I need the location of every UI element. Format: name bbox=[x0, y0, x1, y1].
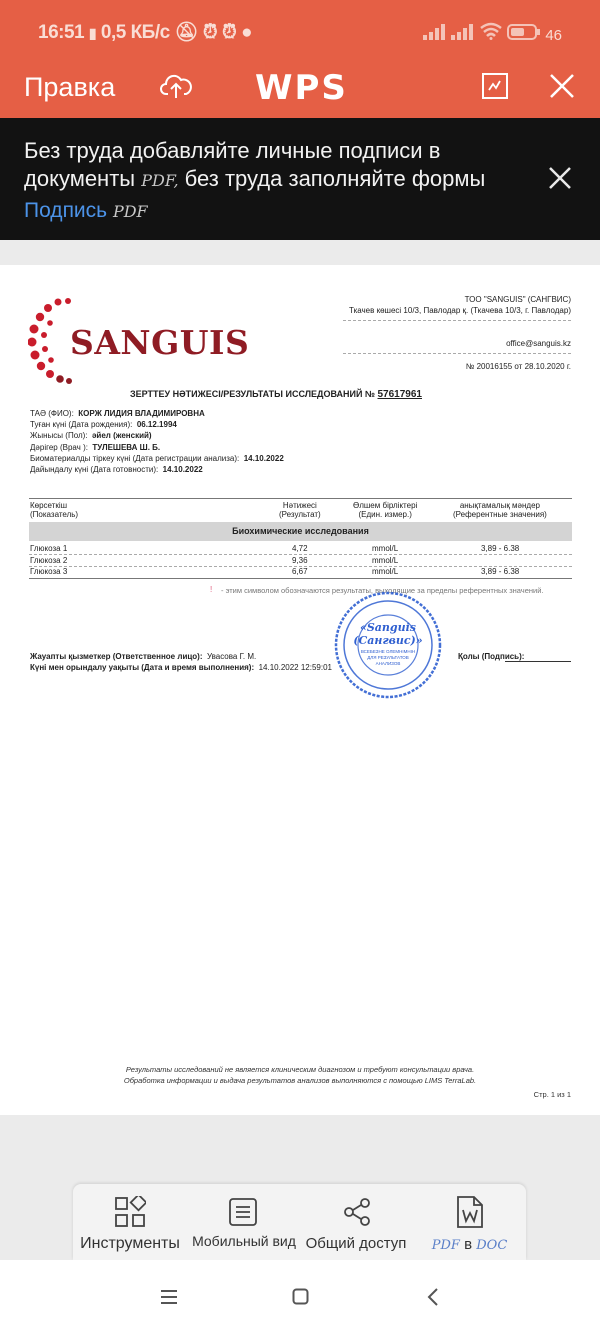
th-kz: анықтамалық мәндер bbox=[459, 501, 540, 510]
signature-label: Қолы (Подпись): bbox=[458, 652, 525, 661]
status-right bbox=[423, 22, 562, 44]
signal-icon-2 bbox=[451, 24, 475, 40]
section-header bbox=[29, 522, 572, 541]
row-unit: mmol/L bbox=[372, 556, 399, 565]
company-name: ТОО "SANGUIS" (САНГВИС) bbox=[464, 295, 571, 304]
patient-label: Жынысы (Пол): bbox=[30, 431, 88, 440]
patient-label: ТАӘ (ФИО): bbox=[30, 409, 74, 418]
row-result: 9,36 bbox=[292, 556, 308, 565]
stamp-line-2: (Сангвис)» bbox=[353, 634, 423, 647]
stamp-line-1: «Sanguis bbox=[359, 621, 416, 634]
datetime-row bbox=[30, 663, 332, 672]
convert-mid: в bbox=[464, 1236, 473, 1253]
table-header-unit bbox=[353, 501, 417, 519]
table-bottom-rule bbox=[29, 578, 572, 579]
signature-line bbox=[505, 661, 571, 662]
section-title: Биохимические исследования bbox=[232, 526, 369, 536]
system-nav-bar bbox=[0, 1260, 600, 1332]
sanguis-logo-text: SANGUIS bbox=[70, 323, 250, 362]
tools-icon bbox=[114, 1196, 146, 1228]
bell-off-icon: 🔕︎ bbox=[174, 22, 199, 43]
mobile-view-icon bbox=[227, 1196, 259, 1228]
promo-banner bbox=[0, 118, 600, 240]
th-ru: (Показатель) bbox=[30, 510, 79, 519]
stamp-line-5: АНАЛИЗОВ bbox=[375, 661, 401, 666]
row-result: 4,72 bbox=[292, 544, 308, 553]
mobile-view-label: Мобильный вид bbox=[192, 1233, 296, 1249]
status-bar bbox=[0, 0, 600, 62]
cloud-upload-icon[interactable] bbox=[160, 72, 192, 100]
row-name: Глюкоза 2 bbox=[30, 556, 68, 565]
patient-value: 14.10.2022 bbox=[162, 465, 203, 474]
close-icon[interactable] bbox=[549, 73, 575, 99]
bottom-toolbar bbox=[73, 1184, 526, 1260]
alarm-icon: ⏰︎ bbox=[202, 22, 218, 43]
tools-button[interactable] bbox=[73, 1184, 187, 1260]
company-address: Ткачев көшесі 10/3, Павлодар қ. (Ткачева 10/3, г. Павлодар) bbox=[349, 306, 571, 315]
document-title-text: ЗЕРТТЕУ НӘТИЖЕСІ/РЕЗУЛЬТАТЫ ИССЛЕДОВАНИЙ № bbox=[130, 389, 375, 399]
disclaimer-line-1: Результаты исследований не является клиническим диагнозом и требуют консультации врача. bbox=[125, 1065, 475, 1074]
screen-view-icon[interactable] bbox=[481, 72, 509, 100]
responsible-label: Жауапты қызметкер (Ответственное лицо): bbox=[30, 652, 203, 661]
th-ru: (Един. измер.) bbox=[358, 510, 412, 519]
th-kz: Көрсеткіш bbox=[30, 501, 68, 510]
company-email: office@sanguis.kz bbox=[506, 339, 571, 348]
th-ru: (Референтные значения) bbox=[453, 510, 547, 519]
table-header-name bbox=[30, 501, 78, 519]
home-icon[interactable] bbox=[292, 1288, 309, 1305]
status-speed: 0,5 КБ/с bbox=[100, 22, 170, 43]
datetime-label: Күні мен орындалу уақыты (Дата и время выполнения): bbox=[30, 663, 255, 672]
footnote-mark: ! bbox=[210, 585, 213, 594]
pdf-mark: PDF, bbox=[141, 171, 179, 190]
patient-row bbox=[30, 465, 203, 474]
patient-label: Дайындалу күні (Дата готовности): bbox=[30, 465, 159, 474]
share-button[interactable] bbox=[301, 1184, 411, 1260]
disclaimer-line-2: Обработка информации и выдача результатов анализов выполняются с помощью LIMS TerraLab. bbox=[123, 1076, 477, 1085]
th-kz: Нәтижесі bbox=[282, 501, 317, 510]
patient-value: КОРЖ ЛИДИЯ ВЛАДИМИРОВНА bbox=[78, 409, 205, 418]
signature-link[interactable] bbox=[24, 199, 148, 223]
responsible-value: Увасова Г. М. bbox=[206, 652, 257, 661]
patient-row bbox=[30, 443, 160, 452]
mobile-view-button[interactable] bbox=[189, 1184, 299, 1260]
page-number: Стр. 1 из 1 bbox=[533, 1090, 571, 1099]
status-time: 16:51 bbox=[38, 22, 85, 43]
status-left bbox=[38, 20, 252, 44]
share-icon bbox=[341, 1196, 373, 1228]
license-number: № 20016155 от 28.10.2020 г. bbox=[465, 362, 571, 371]
pdf-mark-link: PDF bbox=[112, 202, 148, 221]
pdf-page[interactable] bbox=[0, 265, 600, 1115]
promo-text bbox=[24, 137, 524, 195]
row-divider bbox=[29, 554, 572, 555]
app-toolbar bbox=[0, 62, 600, 118]
row-name: Глюкоза 3 bbox=[30, 567, 68, 576]
wps-logo: WPS bbox=[255, 68, 348, 108]
responsible-row bbox=[30, 652, 256, 661]
battery-icon bbox=[507, 24, 541, 40]
convert-doc: DOC bbox=[476, 1238, 508, 1253]
wifi-icon bbox=[479, 22, 503, 40]
patient-row bbox=[30, 431, 152, 440]
patient-value: әйел (женский) bbox=[91, 431, 152, 440]
promo-line-1: Без труда добавляйте личные подписи в bbox=[24, 138, 441, 163]
divider bbox=[343, 320, 571, 321]
table-header-result bbox=[279, 501, 321, 519]
row-name: Глюкоза 1 bbox=[30, 544, 68, 553]
patient-label: Туған күні (Дата рождения): bbox=[30, 420, 133, 429]
sanguis-logo-mark bbox=[28, 293, 74, 385]
convert-pdf: PDF bbox=[431, 1238, 460, 1253]
patient-value: 06.12.1994 bbox=[136, 420, 177, 429]
row-unit: mmol/L bbox=[372, 567, 399, 576]
share-label: Общий доступ bbox=[305, 1235, 407, 1252]
row-ref: 3,89 - 6.38 bbox=[481, 544, 520, 553]
tools-label: Инструменты bbox=[80, 1235, 180, 1252]
th-kz: Өлшем бірліктері bbox=[353, 501, 418, 510]
footnote: - этим символом обозначаются результаты, выходящие за пределы референтных значений. bbox=[221, 586, 544, 595]
close-promo-icon[interactable] bbox=[548, 166, 572, 190]
row-unit: mmol/L bbox=[372, 544, 399, 553]
menu-icon[interactable] bbox=[160, 1289, 178, 1305]
datetime-value: 14.10.2022 12:59:01 bbox=[258, 663, 332, 672]
patient-row bbox=[30, 454, 284, 463]
patient-row bbox=[30, 409, 205, 418]
document-number: 57617961 bbox=[377, 389, 422, 400]
table-header-ref bbox=[453, 501, 547, 519]
stamp-line-4: ДЛЯ РЕЗУЛЬТАТОВ bbox=[367, 655, 409, 660]
back-icon[interactable] bbox=[427, 1288, 439, 1306]
pdf-to-doc-icon bbox=[455, 1195, 485, 1229]
stamp-line-3: ВСЕБЕЗНЕ ОЛЕМНІМНІН bbox=[360, 649, 416, 654]
alarm-icon-2: ⏰︎ bbox=[221, 22, 237, 43]
document-title bbox=[130, 389, 422, 400]
edit-button[interactable]: Правка bbox=[24, 72, 116, 102]
promo-line-2 bbox=[24, 165, 524, 195]
row-ref: 3,89 - 6.38 bbox=[481, 567, 520, 576]
th-ru: (Результат) bbox=[279, 510, 321, 519]
patient-label: Дәрігер (Врач ): bbox=[30, 443, 88, 452]
signal-icon bbox=[423, 24, 447, 40]
divider bbox=[343, 353, 571, 354]
signature-link-label[interactable]: Подпись bbox=[24, 199, 108, 222]
pdf-to-doc-label bbox=[413, 1236, 526, 1253]
leaf-icon: ● bbox=[241, 22, 253, 43]
table-top-rule bbox=[29, 498, 572, 499]
company-stamp bbox=[334, 591, 442, 699]
promo-line-2-post: без труда заполняйте формы bbox=[184, 166, 486, 191]
battery-level: 46 bbox=[545, 27, 562, 44]
patient-label: Биоматериалды тіркеу күні (Дата регистрации анализа): bbox=[30, 454, 240, 463]
promo-line-2-pre: документы bbox=[24, 166, 136, 191]
patient-value: 14.10.2022 bbox=[243, 454, 284, 463]
sim-icon: ▮ bbox=[88, 25, 97, 41]
pdf-to-doc-button[interactable] bbox=[413, 1184, 526, 1260]
row-result: 6,67 bbox=[292, 567, 308, 576]
patient-row bbox=[30, 420, 177, 429]
patient-value: ТУЛЕШЕВА Ш. Б. bbox=[92, 443, 161, 452]
